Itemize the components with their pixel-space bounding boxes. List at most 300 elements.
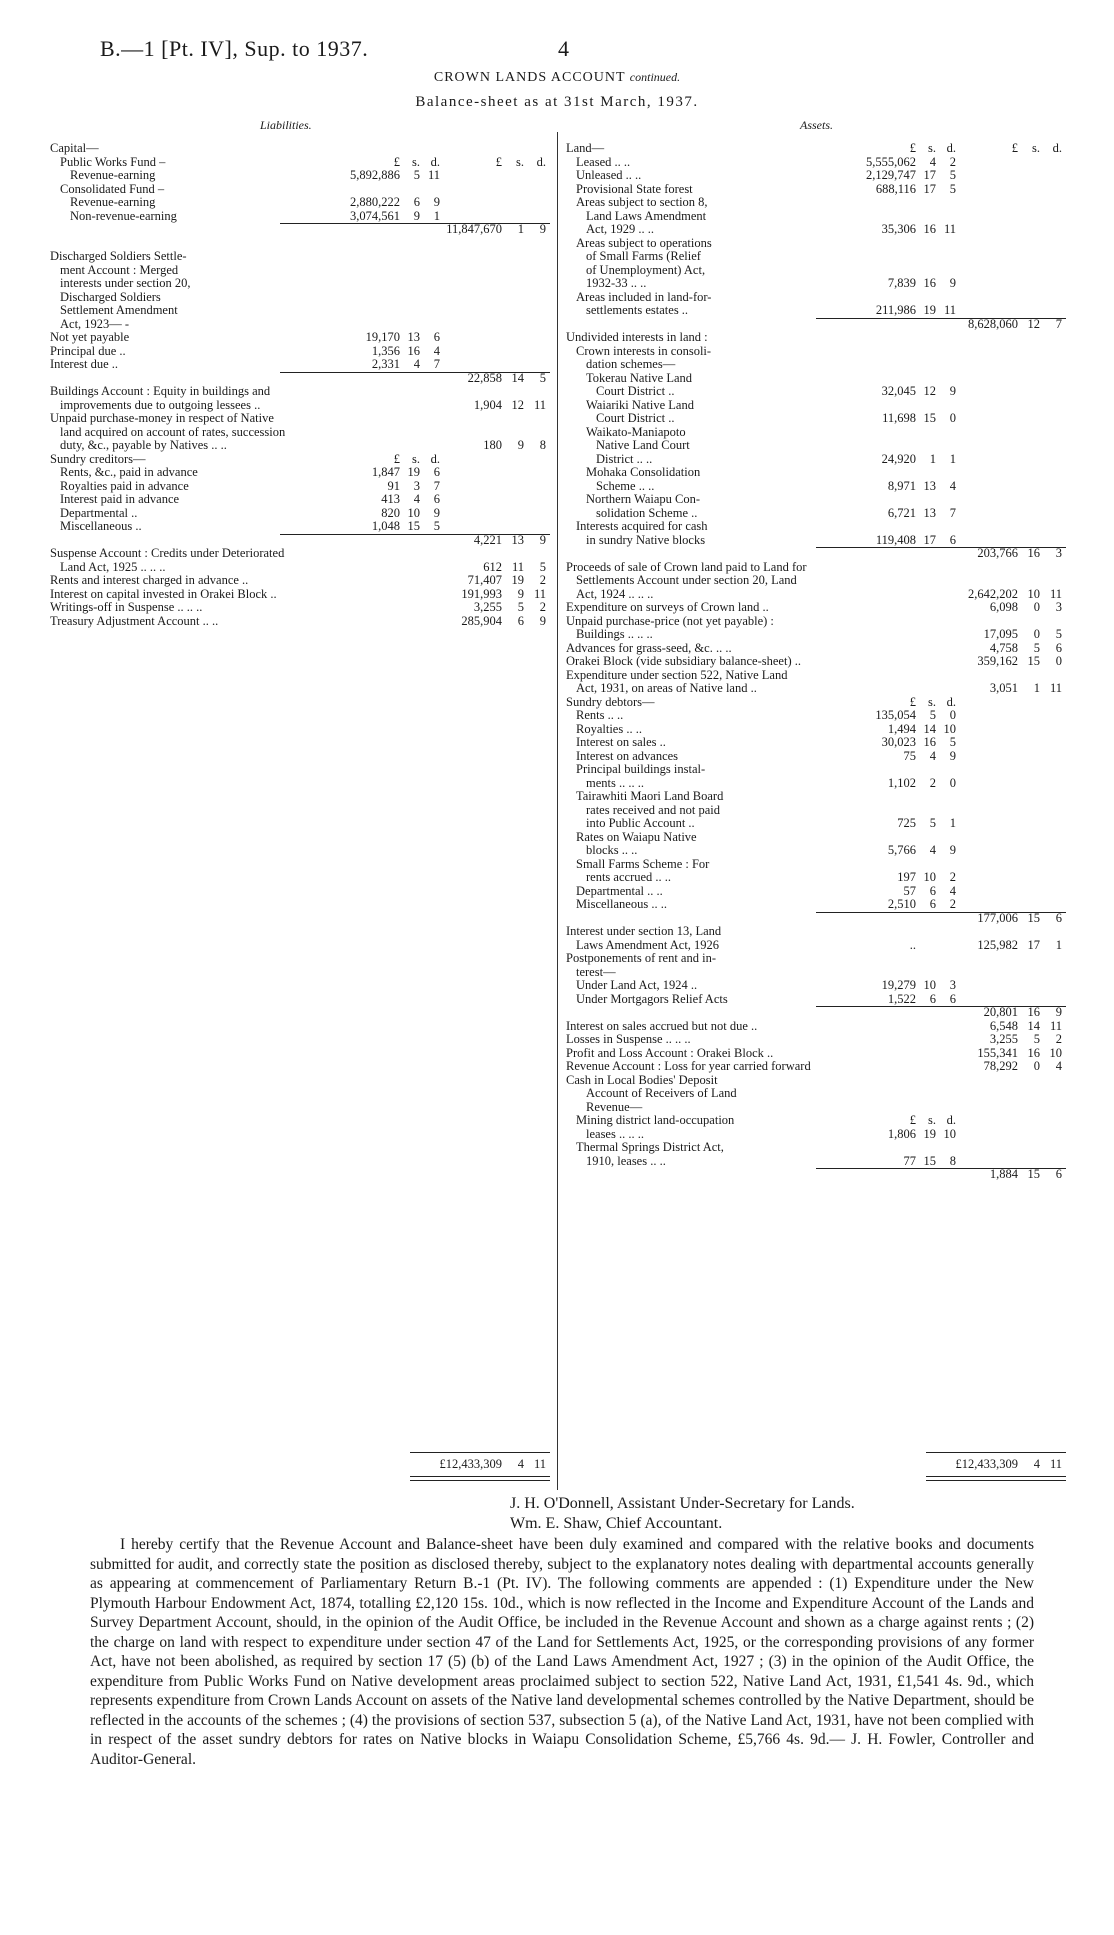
ledger-label: of Small Farms (Relief (586, 249, 701, 263)
ledger-row (566, 669, 1066, 683)
ledger-row (50, 520, 550, 534)
ledger-amount-shillings: 19 (407, 465, 420, 479)
ledger-row (50, 480, 550, 494)
ledger-label: Areas subject to operations (576, 235, 712, 250)
ledger-amount-total-pence: 9 (539, 532, 546, 547)
total-double-rule (926, 1476, 1066, 1481)
ledger-label: Court District .. (596, 384, 675, 398)
ledger-amount-total-shillings: 16 (1027, 1045, 1040, 1060)
ledger-amount-pence: 0 (949, 708, 956, 722)
ledger-row (566, 223, 1066, 237)
ledger-row (566, 183, 1066, 197)
ledger-amount-pence: 6 (949, 991, 956, 1006)
ledger-amount-pounds: £ (909, 1113, 916, 1127)
ledger-amount-shillings: 5 (413, 168, 420, 182)
ledger-amount-pounds: 57 (903, 883, 916, 898)
ledger-row (50, 250, 550, 264)
ledger-row (566, 912, 1066, 926)
ledger-amount-shillings: 4 (929, 154, 936, 169)
ledger-amount-pence: d. (430, 154, 440, 169)
ledger-amount-shillings: 15 (923, 1153, 936, 1168)
signature-chief-accountant: Wm. E. Shaw, Chief Accountant. (510, 1515, 723, 1532)
ledger-label: Mining district land-occupation (576, 1113, 735, 1127)
ledger-amount-total-pounds: 2,642,202 (968, 586, 1018, 601)
ledger-row (50, 277, 550, 291)
ledger-label: Departmental .. .. (576, 883, 663, 898)
ledger-amount-shillings: 6 (929, 897, 936, 911)
signature-under-secretary: J. H. O'Donnell, Assistant Under-Secretary for Lands. (510, 1495, 855, 1512)
ledger-amount-pounds: 688,116 (875, 181, 916, 196)
ledger-label: Interest on sales .. (576, 735, 666, 749)
ledger-amount-total-pounds: 180 (483, 438, 502, 452)
ledger-row (566, 615, 1066, 629)
ledger-amount-total-pence: 6 (1055, 1167, 1062, 1181)
ledger-label: Departmental .. (60, 505, 138, 520)
ledger-label: Act, 1929 .. .. (586, 222, 655, 236)
ledger-row (566, 871, 1066, 885)
ledger-label: Writings-off in Suspense .. .. .. (50, 600, 203, 614)
ledger-row (566, 142, 1066, 156)
ledger-amount-total-pence: 11 (533, 586, 546, 601)
ledger-amount-total-pence: 2 (539, 573, 546, 587)
ledger-amount-total-pence: 6 (1055, 640, 1062, 655)
ledger-label: Miscellaneous .. (60, 519, 142, 533)
ledger-row (566, 1114, 1066, 1128)
ledger-amount-total-pounds: 20,801 (983, 1005, 1018, 1019)
ledger-row (566, 804, 1066, 818)
ledger-label: Principal due .. (50, 343, 126, 358)
ledger-amount-pounds: 413 (381, 492, 400, 506)
ledger-amount-total-pounds: 125,982 (977, 937, 1018, 952)
ledger-row (566, 466, 1066, 480)
ledger-row (50, 304, 550, 318)
ledger-label: Unpaid purchase-money in respect of Native (50, 411, 274, 425)
ledger-amount-total-shillings: 14 (1027, 1018, 1040, 1033)
grand-total-total-pounds: £12,433,309 (439, 1457, 502, 1471)
ledger-row (566, 250, 1066, 264)
ledger-label: Land— (566, 141, 605, 155)
ledger-amount-shillings: 2 (929, 775, 936, 790)
ledger-amount-total-pence: 11 (1049, 1018, 1062, 1033)
ledger-row (566, 1168, 1066, 1182)
ledger-row (566, 156, 1066, 170)
ledger-row (566, 507, 1066, 521)
ledger-amount-pounds: 197 (897, 870, 916, 884)
ledger-amount-pence: d. (946, 1113, 956, 1127)
ledger-label: leases .. .. .. (586, 1126, 644, 1141)
ledger-row (566, 304, 1066, 318)
ledger-amount-total-pounds: 1,904 (473, 397, 502, 412)
ledger-amount-total-shillings: 14 (511, 370, 524, 385)
ledger-row (50, 358, 550, 372)
ledger-amount-pounds: £ (909, 141, 916, 155)
ledger-amount-shillings: 10 (407, 505, 420, 520)
ledger-label: interests under section 20, (60, 276, 191, 290)
ledger-amount-total-pounds: 17,095 (983, 627, 1018, 641)
ledger-label: Rents, &c., paid in advance (60, 465, 198, 479)
ledger-amount-pence: 9 (949, 384, 956, 398)
ledger-label: Postponements of rent and in- (566, 951, 716, 965)
ledger-amount-total-pounds: 155,341 (977, 1045, 1018, 1060)
ledger-amount-shillings: 6 (413, 195, 420, 209)
ledger-row (50, 183, 550, 197)
ledger-amount-pence: 2 (949, 154, 956, 169)
ledger-label: Sundry debtors— (566, 694, 655, 709)
ledger-row (566, 439, 1066, 453)
ledger-label: 1910, leases .. .. (586, 1153, 666, 1168)
ledger-label: Small Farms Scheme : For (576, 856, 710, 871)
ledger-amount-total-pounds: £ (1011, 141, 1018, 155)
page-number: 4 (558, 36, 569, 61)
ledger-amount-total-pounds: 6,098 (989, 600, 1018, 614)
ledger-amount-pounds: 1,356 (371, 343, 400, 358)
ledger-label: Tokerau Native Land (586, 370, 693, 385)
ledger-row (566, 790, 1066, 804)
ledger-amount-pence: 1 (433, 208, 440, 223)
ledger-amount-pence: 6 (949, 532, 956, 547)
ledger-amount-pounds: 2,510 (887, 897, 916, 911)
ledger-label: Revenue— (586, 1099, 643, 1114)
ledger-row (566, 723, 1066, 737)
ledger-amount-pence: 5 (433, 519, 440, 533)
ledger-row (566, 547, 1066, 561)
ledger-label: Settlements Account under section 20, Land (576, 573, 797, 587)
ledger-amount-pounds: 135,054 (875, 708, 916, 722)
ledger-label: Discharged Soldiers Settle- (50, 249, 187, 263)
ledger-amount-pounds: 5,555,062 (866, 154, 916, 169)
ledger-amount-total-shillings: 15 (1027, 910, 1040, 925)
ledger-label: Unpaid purchase-price (not yet payable) : (566, 613, 774, 628)
ledger-row (566, 1047, 1066, 1061)
ledger-amount-total-pounds: 1,884 (989, 1167, 1018, 1181)
ledger-row (566, 196, 1066, 210)
ledger-amount-pounds: 3,074,561 (350, 208, 400, 223)
ledger-amount-total-shillings: 0 (1033, 1059, 1040, 1073)
ledger-label: Under Land Act, 1924 .. (576, 978, 698, 992)
ledger-amount-shillings: 3 (413, 478, 420, 493)
ledger-amount-pounds: 77 (903, 1153, 916, 1168)
ledger-amount-total-pence: 1 (1055, 937, 1062, 952)
ledger-row (50, 156, 550, 170)
ledger-label: of Unemployment) Act, (586, 262, 706, 277)
ledger-label: blocks .. .. (586, 843, 638, 857)
ledger-amount-shillings: 19 (923, 303, 936, 317)
ledger-label: Interest on capital invested in Orakei Block .. (50, 586, 277, 601)
ledger-label: Act, 1931, on areas of Native land .. (576, 681, 757, 695)
ledger-row (566, 412, 1066, 426)
ledger-amount-pounds: 2,129,747 (866, 168, 916, 182)
ledger-amount-total-shillings: 11 (511, 559, 524, 574)
ledger-amount-shillings: 12 (923, 384, 936, 398)
ledger-row (566, 1006, 1066, 1020)
ledger-row (566, 426, 1066, 440)
ledger-amount-total-pence: d. (1052, 141, 1062, 155)
ledger-row (50, 210, 550, 224)
ledger-label: Waikato-Maniapoto (586, 424, 686, 439)
ledger-amount-pounds: 32,045 (881, 384, 916, 398)
ledger-label: Scheme .. .. (596, 478, 655, 493)
ledger-amount-total-pounds: 177,006 (977, 910, 1018, 925)
ledger-label: ment Account : Merged (60, 262, 179, 277)
ledger-amount-shillings: 17 (923, 181, 936, 196)
ledger-amount-total-shillings: 6 (517, 613, 524, 628)
ledger-label: 1932-33 .. .. (586, 276, 647, 290)
ledger-amount-shillings: 17 (923, 168, 936, 182)
grand-total-total-pounds: £12,433,309 (955, 1457, 1018, 1471)
ledger-row (566, 777, 1066, 791)
ledger-row (566, 318, 1066, 332)
ledger-amount-shillings: s. (928, 1113, 936, 1127)
ledger-row (566, 561, 1066, 575)
ledger-label: Not yet payable (50, 330, 130, 344)
ledger-amount-total-pence: 5 (539, 559, 546, 574)
ledger-row (566, 345, 1066, 359)
ledger-row (566, 1060, 1066, 1074)
ledger-amount-total-pence: 9 (539, 222, 546, 236)
ledger-label: Sundry creditors— (50, 451, 146, 466)
ledger-row (50, 615, 550, 629)
ledger-amount-shillings: 16 (923, 276, 936, 290)
ledger-amount-pounds: 35,306 (881, 222, 916, 236)
ledger-amount-shillings: 16 (407, 343, 420, 358)
ledger-amount-total-pounds: 3,051 (989, 681, 1018, 695)
ledger-amount-shillings: 4 (929, 843, 936, 857)
ledger-row (566, 601, 1066, 615)
ledger-row (566, 750, 1066, 764)
ledger-row (566, 493, 1066, 507)
ledger-label: Buildings .. .. .. (576, 627, 653, 641)
ledger-label: Thermal Springs District Act, (576, 1140, 724, 1154)
ledger-amount-total-pence: 6 (1055, 910, 1062, 925)
ledger-amount-pence: 0 (949, 775, 956, 790)
grand-total-total-shillings: 4 (1033, 1457, 1040, 1471)
ledger-amount-total-pounds: 3,255 (989, 1032, 1018, 1046)
ledger-amount-shillings: 10 (923, 870, 936, 884)
ledger-amount-pence: 11 (943, 303, 956, 317)
ledger-amount-pounds: 7,839 (887, 276, 916, 290)
ledger-amount-total-pence: 9 (539, 613, 546, 628)
ledger-row (566, 574, 1066, 588)
ledger-label: Consolidated Fund – (60, 181, 165, 196)
ledger-amount-shillings: s. (928, 694, 936, 709)
grand-total-total-pence: 11 (1049, 1457, 1062, 1471)
ledger-label: Revenue-earning (70, 195, 156, 209)
ledger-amount-total-shillings: 5 (517, 600, 524, 614)
ledger-amount-total-pounds: 285,904 (461, 613, 502, 628)
ledger-amount-shillings: 13 (923, 505, 936, 520)
ledger-row (566, 385, 1066, 399)
ledger-label: District .. .. (596, 451, 653, 466)
ledger-amount-pence: 6 (433, 330, 440, 344)
ledger-row (50, 601, 550, 615)
ledger-amount-total-pounds: 78,292 (983, 1059, 1018, 1073)
page-header (100, 36, 1020, 66)
ledger-row (50, 372, 550, 386)
ledger-amount-pence: 6 (433, 465, 440, 479)
ledger-amount-shillings: 13 (923, 478, 936, 493)
ledger-amount-pence: d. (430, 451, 440, 466)
ledger-label: Revenue Account : Loss for year carried forward (566, 1059, 811, 1073)
ledger-amount-total-pounds: 11,847,670 (446, 222, 502, 236)
ledger-label: Miscellaneous .. .. (576, 897, 667, 911)
ledger-amount-shillings: s. (928, 141, 936, 155)
ledger-amount-pence: 9 (949, 276, 956, 290)
ledger-amount-pounds: 211,986 (875, 303, 916, 317)
ledger-label: Proceeds of sale of Crown land paid to Land for (566, 559, 807, 574)
ledger-amount-pence: 5 (949, 181, 956, 196)
ledger-amount-total-pounds: 4,221 (473, 532, 502, 547)
ledger-row (566, 1141, 1066, 1155)
ledger-row (50, 291, 550, 305)
ledger-row (566, 979, 1066, 993)
ledger-row (50, 547, 550, 561)
ledger-label: Non-revenue-earning (70, 208, 177, 223)
ledger-amount-total-pounds: 71,407 (467, 573, 502, 587)
ledger-amount-pounds: 1,806 (887, 1126, 916, 1141)
ledger-row (50, 169, 550, 183)
ledger-amount-total-pence: 9 (1055, 1005, 1062, 1019)
ledger-label: dation schemes— (586, 357, 676, 371)
ledger-amount-shillings: 19 (923, 1126, 936, 1141)
audit-certificate: I hereby certify that the Revenue Account and Balance-sheet have been duly examined and compared with the relative books and documents submitted for audit, and correctly state the position as disclosed thereby, subject to the explanatory notes dealing with departmental accounts generally as appearing at commencement of Parliamentary Return B.-1 (Pt. IV). The following comments are appended : (1) Expenditure under the New Plymouth Harbour Endowment Act, 1874, totalling £2,120 15s. 10d., which is now reflected in the Income and Expenditure Account of the Lands and Survey Department Account, should, in the opinion of the Audit Office, be included in the Revenue Account and shown as a charge against rents ; (2) the charge on land with respect to expenditure under section 47 of the Land for Settlements Act, 1925, or the corresponding provisions of any former Act, have not been abolished, as required by section 17 (5) (b) of the Land Laws Amendment Act, 1927 ; (3) in the opinion of the Audit Office, the expenditure from Public Works Fund on Native development areas proclaimed subject to section 522, Native Land Act, 1931, £1,541 4s. 9d., which represents expenditure from Crown Lands Account on assets of the Native land developmental schemes controlled by the Native Department, should be reflected in the accounts of the schemes ; (4) the provisions of section 537, subsection 5 (a), of the Native Land Act, 1931, have not been complied with in respect of the asset sundry debtors for rates on Native blocks in Waiapu Consolidation Scheme, £5,766 4s. 9d.— J. H. Fowler, Controller and Auditor-General. (90, 1536, 1034, 1768)
ledger-label: Interest under section 13, Land (566, 924, 722, 938)
ledger-row (566, 709, 1066, 723)
ledger-label: Tairawhiti Maori Land Board (576, 789, 724, 803)
ledger-row (50, 561, 550, 575)
ledger-row (566, 939, 1066, 953)
ledger-row (566, 1020, 1066, 1034)
ledger-amount-pounds: 1,522 (887, 991, 916, 1006)
ledger-row (566, 898, 1066, 912)
ledger-label: Revenue-earning (70, 168, 156, 182)
ledger-row (566, 763, 1066, 777)
ledger-label: Royalties .. .. (576, 721, 642, 736)
ledger-row (566, 1155, 1066, 1169)
ledger-label: Orakei Block (vide subsidiary balance-sheet) .. (566, 654, 801, 668)
ledger-row (566, 952, 1066, 966)
ledger-row (566, 277, 1066, 291)
grand-total-total-shillings: 4 (517, 1457, 524, 1471)
column-divider (557, 132, 558, 1490)
ledger-amount-pence: 4 (949, 883, 956, 898)
total-double-rule (410, 1476, 550, 1481)
ledger-amount-total-shillings: 15 (1027, 1167, 1040, 1181)
ledger-row (566, 291, 1066, 305)
ledger-amount-pence: 11 (427, 168, 440, 182)
ledger-amount-shillings: 4 (413, 492, 420, 506)
ledger-label: solidation Scheme .. (596, 505, 698, 520)
ledger-amount-total-shillings: 13 (511, 532, 524, 547)
liabilities-heading: Liabilities. (260, 118, 312, 132)
ledger-amount-shillings: 10 (923, 978, 936, 992)
ledger-row (566, 628, 1066, 642)
ledger-label: Provisional State forest (576, 181, 693, 196)
ledger-amount-total-pounds: 6,548 (989, 1018, 1018, 1033)
ledger-amount-pence: 2 (949, 897, 956, 911)
ledger-amount-total-pounds: 191,993 (461, 586, 502, 601)
ledger-label: Interest on advances (576, 748, 679, 763)
ledger-label: Suspense Account : Credits under Deteriorated (50, 546, 285, 560)
balance-sheet-title: Balance-sheet as at 31st March, 1937. (415, 94, 699, 110)
ledger-label: duty, &c., payable by Natives .. .. (60, 438, 227, 452)
ledger-amount-total-shillings: 9 (517, 438, 524, 452)
ledger-amount-pounds: 24,920 (881, 451, 916, 466)
ledger-amount-pounds: 19,170 (365, 330, 400, 344)
ledger-amount-pounds: 1,048 (371, 519, 400, 533)
ledger-amount-total-pounds: 4,758 (989, 640, 1018, 655)
ledger-label: Expenditure on surveys of Crown land .. (566, 600, 769, 614)
ledger-label: Northern Waiapu Con- (586, 492, 701, 506)
ledger-label: Mohaka Consolidation (586, 465, 701, 479)
ledger-amount-pence: 5 (949, 735, 956, 749)
ledger-amount-pounds: 30,023 (881, 735, 916, 749)
ledger-amount-pounds: 91 (387, 478, 400, 493)
ledger-label: Principal buildings instal- (576, 762, 706, 776)
ledger-row (566, 736, 1066, 750)
ledger-row (566, 885, 1066, 899)
ledger-row (50, 237, 550, 251)
ledger-amount-shillings: 16 (923, 222, 936, 236)
ledger-label: Expenditure under section 522, Native Land (566, 667, 788, 682)
ledger-row (566, 358, 1066, 372)
ledger-amount-total-shillings: 12 (1027, 316, 1040, 331)
ledger-amount-total-shillings: 10 (1027, 586, 1040, 601)
ledger-amount-total-pounds: 22,858 (467, 370, 502, 385)
ledger-amount-shillings: 1 (929, 451, 936, 466)
ledger-amount-pounds: 1,494 (887, 721, 916, 736)
ledger-row (50, 453, 550, 467)
ledger-row (50, 439, 550, 453)
ledger-amount-total-shillings: 5 (1033, 1032, 1040, 1046)
ledger-label: Undivided interests in land : (566, 330, 708, 344)
ledger-amount-total-pence: 3 (1055, 600, 1062, 614)
ledger-amount-pence: d. (946, 141, 956, 155)
ledger-amount-total-pence: 3 (1055, 546, 1062, 560)
ledger-label: Leased .. .. (576, 154, 631, 169)
ledger-amount-pounds: £ (393, 154, 400, 169)
ledger-amount-shillings: 5 (929, 708, 936, 722)
grand-total-row (50, 1458, 550, 1472)
ledger-amount-shillings: 17 (923, 532, 936, 547)
ledger-amount-total-pence: 11 (1049, 586, 1062, 601)
ledger-amount-shillings: 15 (407, 519, 420, 533)
ledger-label: Land Laws Amendment (586, 208, 707, 223)
ledger-row (566, 831, 1066, 845)
account-title-main: CROWN LANDS ACCOUNT (433, 70, 626, 85)
ledger-amount-total-shillings: 1 (517, 222, 524, 236)
ledger-amount-shillings: s. (412, 451, 420, 466)
ledger-label: Court District .. (596, 411, 675, 425)
ledger-amount-total-pounds: 3,255 (473, 600, 502, 614)
ledger-amount-pence: 6 (433, 492, 440, 506)
ledger-row (566, 453, 1066, 467)
ledger-amount-pounds: 2,880,222 (350, 195, 400, 209)
ledger-label: terest— (576, 964, 616, 979)
ledger-row (50, 264, 550, 278)
ledger-row (566, 210, 1066, 224)
ledger-amount-total-pounds: 359,162 (977, 654, 1018, 668)
ledger-amount-total-pence: 4 (1055, 1059, 1062, 1073)
ledger-label: Crown interests in consoli- (576, 343, 712, 358)
ledger-label: Royalties paid in advance (60, 478, 189, 493)
ledger-row (50, 385, 550, 399)
ledger-amount-total-pence: 2 (539, 600, 546, 614)
ledger-row (566, 520, 1066, 534)
ledger-amount-pence: 7 (433, 357, 440, 371)
ledger-amount-pounds: 5,766 (887, 843, 916, 857)
ledger-amount-pence: 9 (949, 748, 956, 763)
ledger-row (50, 412, 550, 426)
